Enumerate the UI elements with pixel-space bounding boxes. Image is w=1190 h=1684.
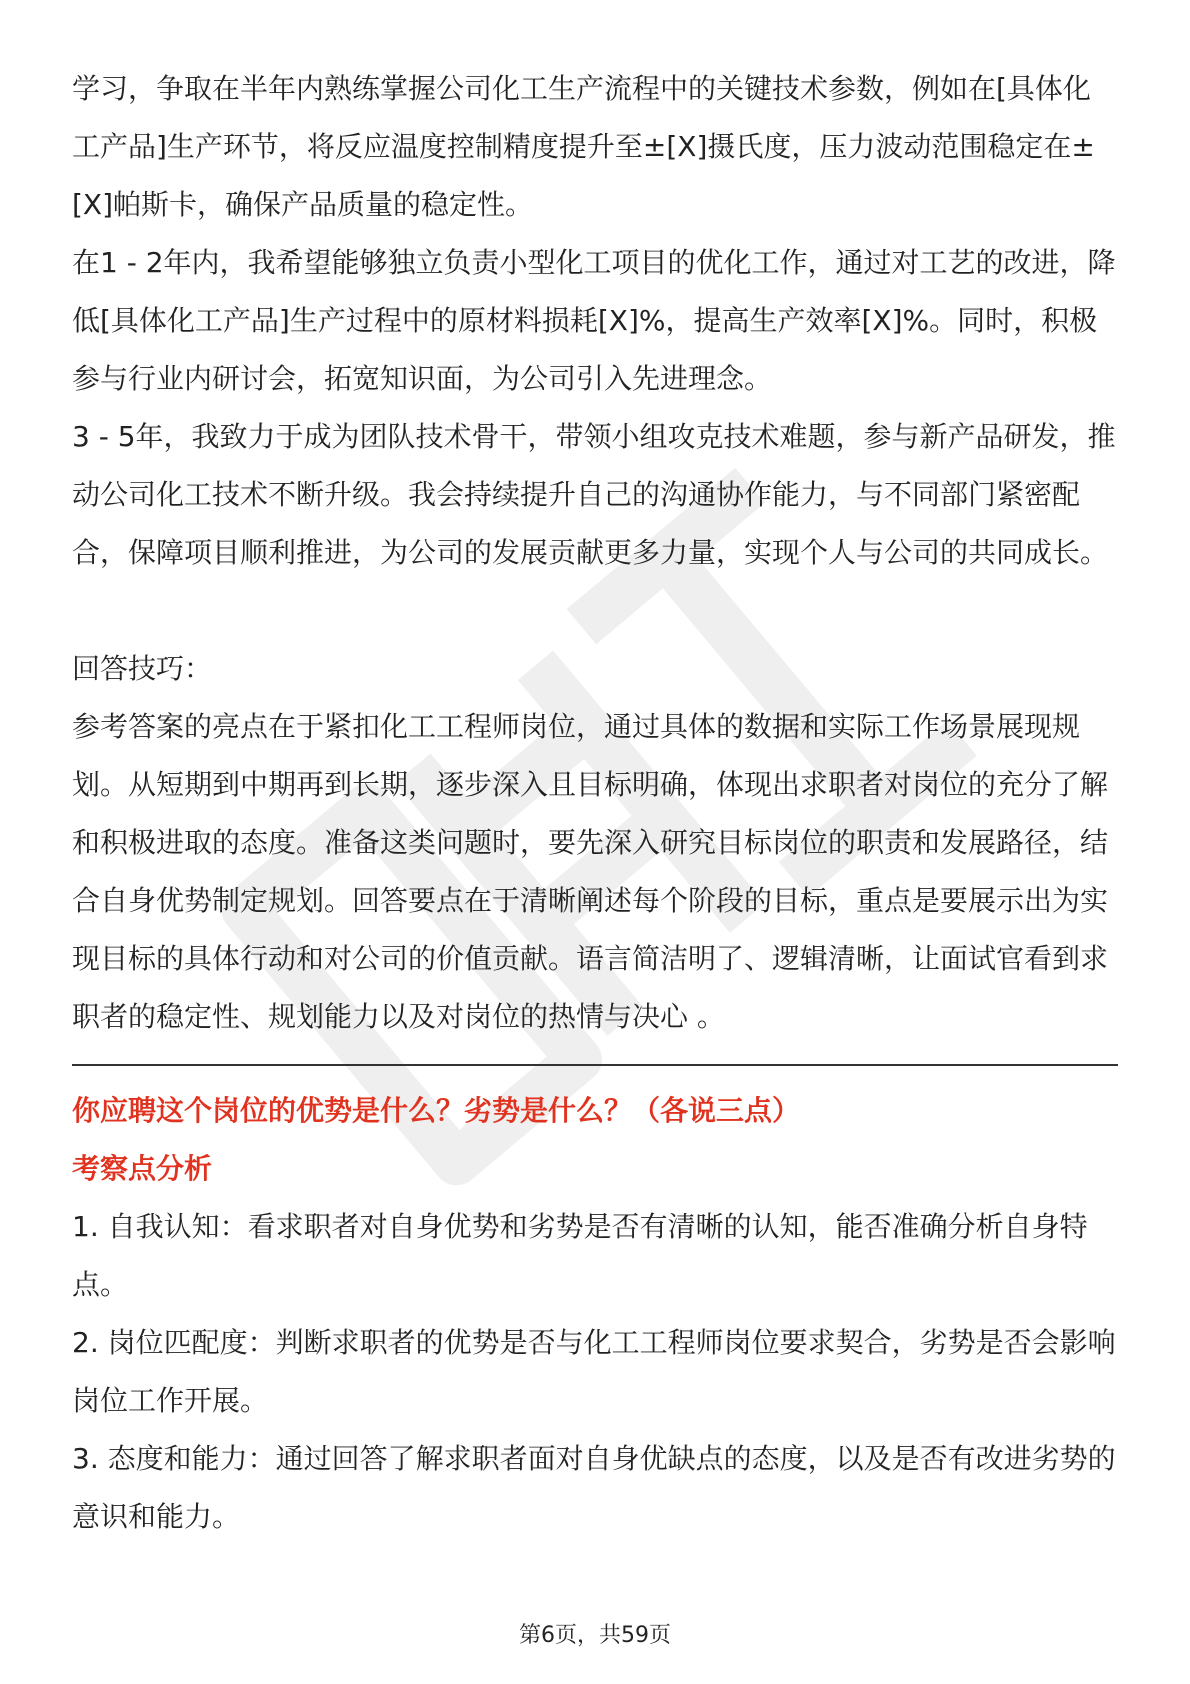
analysis-title: 考察点分析: [72, 1152, 213, 1185]
paragraph-long-term: 3 - 5年，我致力于成为团队技术骨干，带领小组攻克技术难题，参与新产品研发，推动公司化工技术不断升级。我会持续提升自己的沟通协作能力，与不同部门紧密配合，保障项目顺利推进，为公司的发展贡献更多力量，实现个人与公司的共同成长。: [72, 420, 1116, 569]
tips-label: 回答技巧：: [72, 652, 213, 685]
analysis-point-3: 3. 态度和能力：通过回答了解求职者面对自身优缺点的态度，以及是否有改进劣势的意识和能力。: [72, 1442, 1116, 1533]
analysis-point-2: 2. 岗位匹配度：判断求职者的优势是否与化工工程师岗位要求契合，劣势是否会影响岗位工作开展。: [72, 1326, 1116, 1417]
page-number: 第6页，共59页: [519, 1623, 671, 1648]
tips-body: 参考答案的亮点在于紧扣化工工程师岗位，通过具体的数据和实际工作场景展现规划。从短期到中期再到长期，逐步深入且目标明确，体现出求职者对岗位的充分了解和积极进取的态度。准备这类问题时，要先深入研究目标岗位的职责和发展路径，结合自身优势制定规划。回答要点在于清晰阐述每个阶段的目标，重点是要展示出为实现目标的具体行动和对公司的价值贡献。语言简洁明了、逻辑清晰，让面试官看到求职者的稳定性、规划能力以及对岗位的热情与决心 。: [72, 710, 1109, 1033]
paragraph-mid-term: 在1 - 2年内，我希望能够独立负责小型化工项目的优化工作，通过对工艺的改进，降低[具体化工产品]生产过程中的原材料损耗[X]%，提高生产效率[X]%。同时，积极参与行业内研讨会，拓宽知识面，为公司引入先进理念。: [72, 246, 1116, 395]
main-content: [72, 60, 1118, 1546]
section-divider: [72, 1064, 1118, 1066]
question-title: 你应聘这个岗位的优势是什么？劣势是什么？（各说三点）: [72, 1094, 801, 1127]
paragraph-short-term: 学习，争取在半年内熟练掌握公司化工生产流程中的关键技术参数，例如在[具体化工产品]生产环节，将反应温度控制精度提升至±[X]摄氏度，压力波动范围稳定在±[X]帕斯卡，确保产品质量的稳定性。: [72, 72, 1095, 221]
blank-line: [72, 582, 1118, 640]
analysis-point-1: 1. 自我认知：看求职者对自身优势和劣势是否有清晰的认知，能否准确分析自身特点。: [72, 1210, 1088, 1301]
